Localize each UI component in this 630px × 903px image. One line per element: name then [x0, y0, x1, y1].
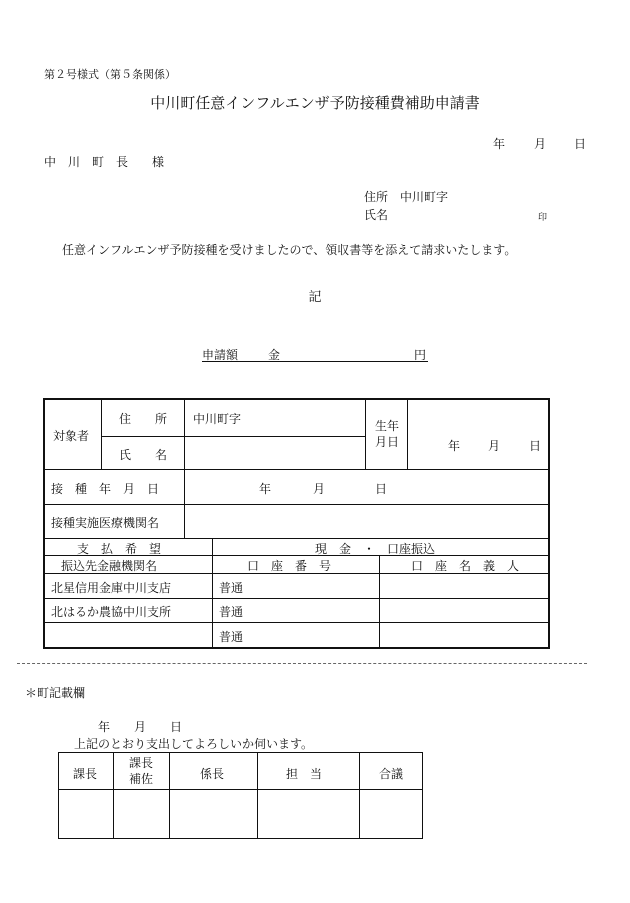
addressee: 中 川 町 長 様 — [44, 155, 165, 169]
stamp-header: 合議 — [379, 767, 404, 781]
birth-label: 生年 月日 — [375, 419, 400, 449]
form-number: 第２号様式（第５条関係） — [44, 68, 176, 81]
amount-line[interactable] — [202, 346, 428, 362]
row-divider — [45, 469, 548, 470]
date-day: 日 — [574, 137, 587, 151]
col-divider — [101, 400, 102, 469]
approval-stamp-table — [58, 752, 423, 839]
birth-day[interactable]: 日 — [529, 439, 542, 453]
page-title: 中川町任意インフルエンザ予防接種費補助申請書 — [150, 94, 480, 112]
address-field[interactable]: 住所 中川町字 — [364, 190, 449, 204]
stamp-header: 課長 補佐 — [129, 756, 154, 786]
row-divider — [45, 598, 548, 599]
approval-text: 上記のとおり支出してよろしいか伺います。 — [74, 737, 314, 751]
amount-yen: 円 — [413, 348, 426, 362]
request-text: 任意インフルエンザ予防接種を受けましたので、領収書等を添えて請求いたします。 — [62, 243, 517, 257]
row-divider — [45, 538, 548, 539]
application-table — [43, 398, 550, 649]
account-type[interactable]: 普通 — [219, 581, 244, 595]
institution-label: 接種実施医療機関名 — [51, 516, 160, 530]
col-divider — [212, 538, 213, 647]
birth-year[interactable]: 年 — [448, 439, 461, 453]
vacc-date-label: 接 種 年 月 日 — [51, 482, 160, 496]
col-divider — [113, 753, 114, 838]
row-divider — [45, 622, 548, 623]
town-section-label: ＊町記載欄 — [25, 686, 86, 700]
subject-label: 対象者 — [53, 429, 90, 443]
vacc-month[interactable]: 月 — [313, 482, 326, 496]
bank-header: 振込先金融機関名 — [61, 559, 158, 573]
col-divider — [365, 400, 366, 469]
cut-line — [17, 663, 587, 664]
col-divider — [379, 555, 380, 647]
name-label: 氏 名 — [119, 448, 168, 462]
vacc-year[interactable]: 年 — [259, 482, 272, 496]
address-label: 住 所 — [119, 412, 168, 426]
bank-name: 北はるか農協中川支所 — [51, 605, 172, 619]
account-type[interactable]: 普通 — [219, 630, 244, 644]
row-divider — [101, 436, 365, 437]
payment-label: 支 払 希 望 — [77, 542, 162, 556]
name-field[interactable]: 氏名 — [364, 208, 389, 222]
col-divider — [359, 753, 360, 838]
stamp-header: 課長 — [73, 767, 98, 781]
birth-month[interactable]: 月 — [488, 439, 501, 453]
stamp-header: 係長 — [200, 767, 225, 781]
col-divider — [169, 753, 170, 838]
seal-mark: 印 — [538, 213, 548, 223]
ki-heading: 記 — [308, 290, 322, 305]
amount-label: 申請額 — [202, 348, 239, 362]
date-month: 月 — [534, 137, 547, 151]
holder-header: 口 座 名 義 人 — [411, 559, 520, 573]
col-divider — [407, 400, 408, 469]
vacc-day[interactable]: 日 — [375, 482, 388, 496]
approval-date[interactable]: 年 月 日 — [98, 720, 183, 734]
address-value[interactable]: 中川町字 — [193, 412, 242, 426]
stamp-header: 担 当 — [286, 767, 323, 781]
col-divider — [184, 400, 185, 538]
date-year: 年 — [493, 137, 506, 151]
col-divider — [257, 753, 258, 838]
row-divider — [45, 504, 548, 505]
amount-kin: 金 — [268, 348, 281, 362]
payment-value[interactable]: 現 金 ・ 口座振込 — [315, 542, 436, 556]
bank-name: 北星信用金庫中川支店 — [51, 581, 172, 595]
account-type[interactable]: 普通 — [219, 605, 244, 619]
account-header: 口 座 番 号 — [247, 559, 332, 573]
